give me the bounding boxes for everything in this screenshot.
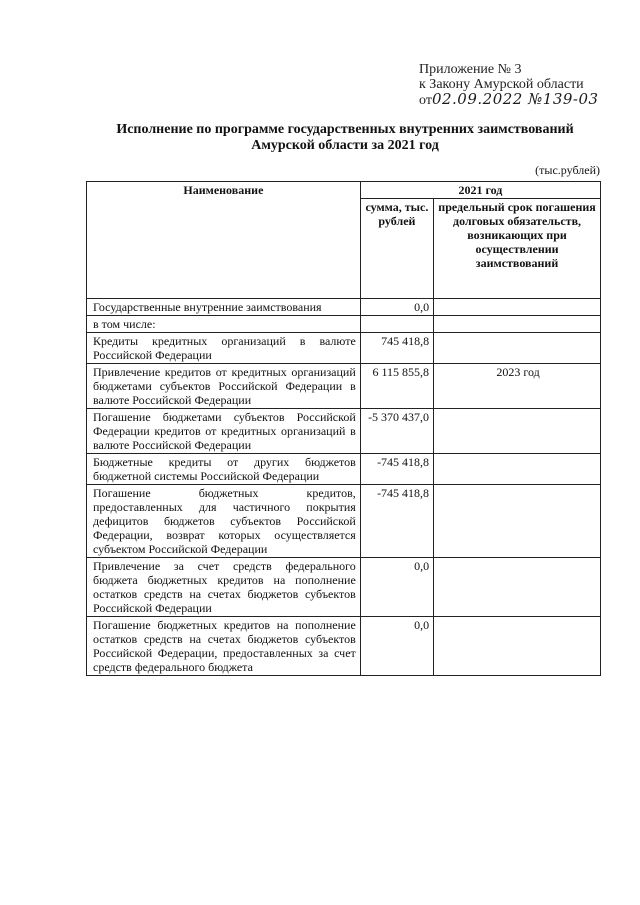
document-title — [90, 122, 600, 154]
document-title-line1: Исполнение по программе государственных внутренних заимствований — [116, 122, 574, 137]
header-name: Наименование — [87, 182, 361, 299]
row-term — [434, 617, 601, 676]
table-row — [87, 364, 601, 409]
header-year: 2021 год — [360, 182, 600, 199]
table-row — [87, 617, 601, 676]
appendix-date-prefix: от — [419, 93, 432, 108]
row-name: Привлечение кредитов от кредитных организаций бюджетами субъектов Российской Федерации в валюте Российской Федерации — [87, 364, 361, 409]
row-term — [434, 454, 601, 485]
row-name: Государственные внутренние заимствования — [87, 299, 361, 316]
row-term — [434, 333, 601, 364]
borrowing-table — [86, 181, 601, 676]
table-row — [87, 558, 601, 617]
row-name: Погашение бюджетных кредитов, предоставленных для частичного покрытия дефицитов бюджетов субъектов Российской Федерации, возврат которых осуществляется субъектом Российской Федерации — [87, 485, 361, 558]
row-sum: 0,0 — [360, 558, 433, 617]
row-sum: -5 370 437,0 — [360, 409, 433, 454]
row-sum — [360, 316, 433, 333]
table-row — [87, 454, 601, 485]
row-term — [434, 485, 601, 558]
header-sum: сумма, тыс. рублей — [360, 199, 433, 299]
row-name: Привлечение за счет средств федерального бюджета бюджетных кредитов на пополнение остатков средств на счетах бюджетов субъектов Российской Федерации — [87, 558, 361, 617]
row-sum: -745 418,8 — [360, 454, 433, 485]
table-row — [87, 316, 601, 333]
appendix-date-line — [419, 92, 599, 108]
row-term: 2023 год — [434, 364, 601, 409]
row-sum: 0,0 — [360, 617, 433, 676]
document-title-line2: Амурской области за 2021 год — [251, 138, 439, 153]
row-name: в том числе: — [87, 316, 361, 333]
row-name: Кредиты кредитных организаций в валюте Российской Федерации — [87, 333, 361, 364]
appendix-header — [419, 62, 599, 108]
header-term: предельный срок погашения долговых обязательств, возникающих при осуществлении заимствований — [434, 199, 601, 299]
row-name: Бюджетные кредиты от других бюджетов бюджетной системы Российской Федерации — [87, 454, 361, 485]
table-row — [87, 299, 601, 316]
row-sum: -745 418,8 — [360, 485, 433, 558]
row-term — [434, 316, 601, 333]
handwritten-date-number: 02.09.2022 №139-03 — [431, 90, 599, 108]
appendix-law: к Закону Амурской области — [419, 77, 584, 92]
appendix-number: Приложение № 3 — [419, 62, 522, 77]
table-row — [87, 485, 601, 558]
table-row — [87, 409, 601, 454]
row-name: Погашение бюджетных кредитов на пополнение остатков средств на счетах бюджетов субъектов Российской Федерации, предоставленных за счет средств федерального бюджета — [87, 617, 361, 676]
row-term — [434, 299, 601, 316]
table-row — [87, 333, 601, 364]
row-sum: 0,0 — [360, 299, 433, 316]
row-sum: 6 115 855,8 — [360, 364, 433, 409]
row-name: Погашение бюджетами субъектов Российской Федерации кредитов от кредитных организаций в валюте Российской Федерации — [87, 409, 361, 454]
row-sum: 745 418,8 — [360, 333, 433, 364]
units-label: (тыс.рублей) — [535, 163, 600, 177]
row-term — [434, 409, 601, 454]
row-term — [434, 558, 601, 617]
